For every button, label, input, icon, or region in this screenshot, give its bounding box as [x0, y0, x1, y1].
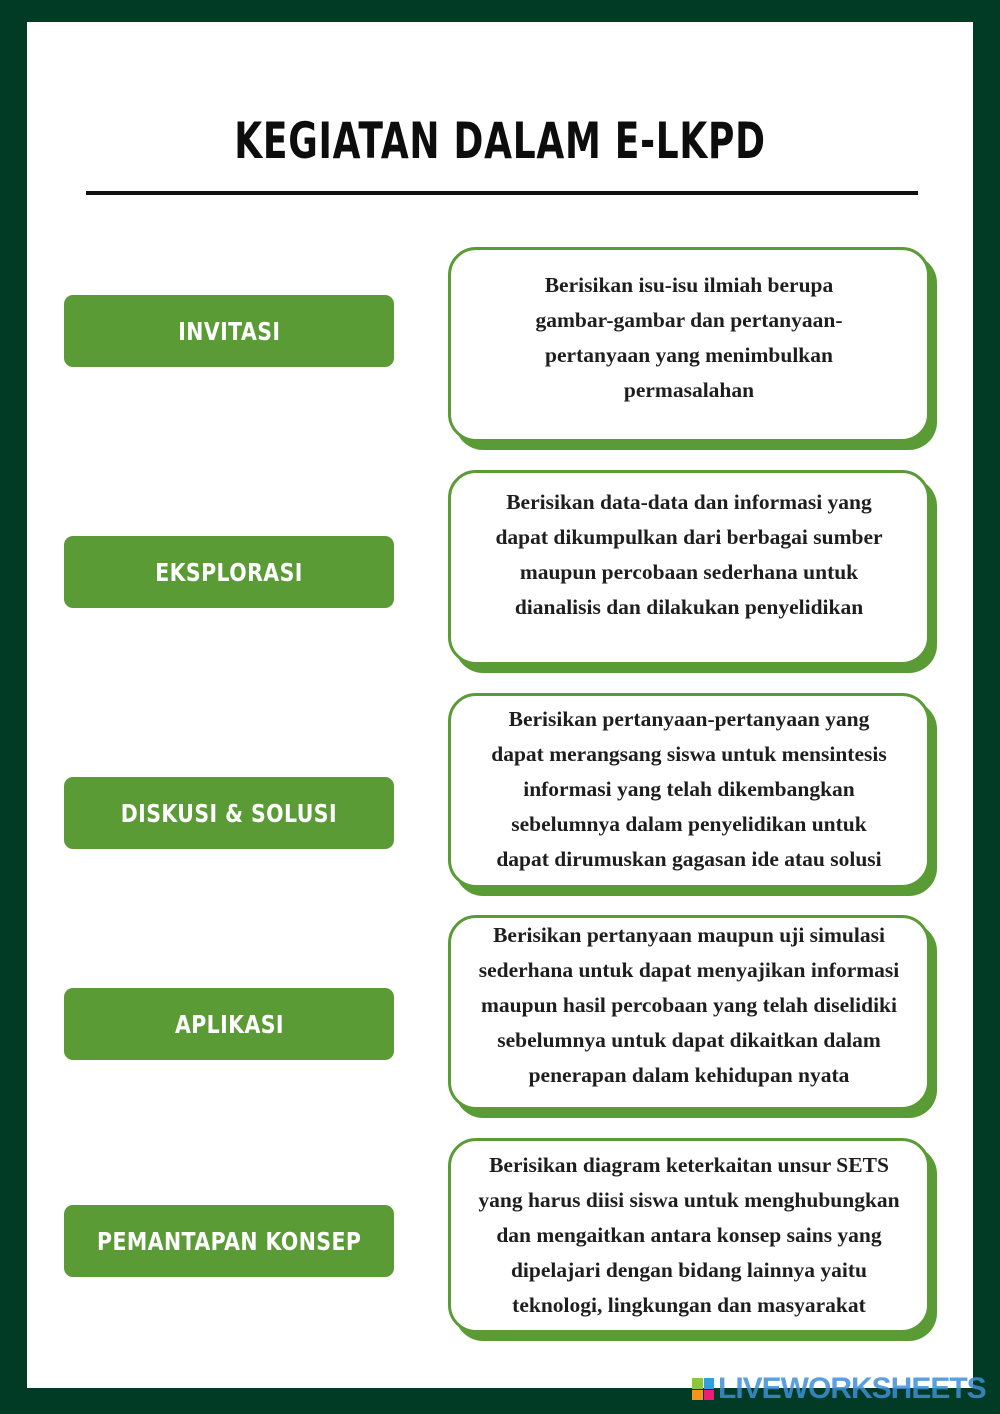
label-invitasi	[64, 295, 394, 367]
label-text: EKSPLORASI	[155, 557, 303, 587]
title-divider	[86, 191, 918, 195]
description-box-pemantapan-konsep	[448, 1138, 930, 1333]
liveworksheets-logo-icon	[692, 1378, 714, 1400]
description-box-eksplorasi	[448, 470, 930, 665]
label-text: INVITASI	[177, 316, 281, 346]
watermark-text: LIVEWORKSHEETS	[718, 1372, 986, 1405]
page-title: KEGIATAN DALAM E-LKPD	[234, 112, 766, 170]
description-text: Berisikan pertanyaan maupun uji simulasi sederhana untuk dapat menyajikan informasi maupun hasil percobaan yang telah diselidiki sebelumnya untuk dapat dikaitkan dalam penerapan dalam kehidupan nyata	[478, 923, 900, 1087]
description-text: Berisikan pertanyaan-pertanyaan yang dapat merangsang siswa untuk mensintesis informasi yang telah dikembangkan sebelumnya dalam penyelidikan untuk dapat dirumuskan gagasan ide atau solusi	[491, 707, 887, 871]
label-diskusi-solusi	[64, 777, 394, 849]
label-aplikasi	[64, 988, 394, 1060]
description-text: Berisikan data-data dan informasi yang dapat dikumpulkan dari berbagai sumber maupun percobaan sederhana untuk dianalisis dan dilakukan penyelidikan	[495, 490, 883, 619]
label-text: PEMANTAPAN KONSEP	[96, 1226, 362, 1256]
watermark	[692, 1374, 986, 1404]
description-text: Berisikan isu-isu ilmiah berupa gambar-gambar dan pertanyaan- pertanyaan yang menimbulkan permasalahan	[535, 273, 843, 402]
description-box-aplikasi	[448, 915, 930, 1110]
description-box-invitasi	[448, 247, 930, 442]
label-text: DISKUSI & SOLUSI	[120, 798, 338, 828]
label-eksplorasi	[64, 536, 394, 608]
label-pemantapan-konsep	[64, 1205, 394, 1277]
label-text: APLIKASI	[174, 1009, 284, 1039]
description-text: Berisikan diagram keterkaitan unsur SETS yang harus diisi siswa untuk menghubungkan dan mengaitkan antara konsep sains yang dipelajari dengan bidang lainnya yaitu teknologi, lingkungan dan masyarakat	[478, 1153, 900, 1317]
description-box-diskusi-solusi	[448, 693, 930, 888]
